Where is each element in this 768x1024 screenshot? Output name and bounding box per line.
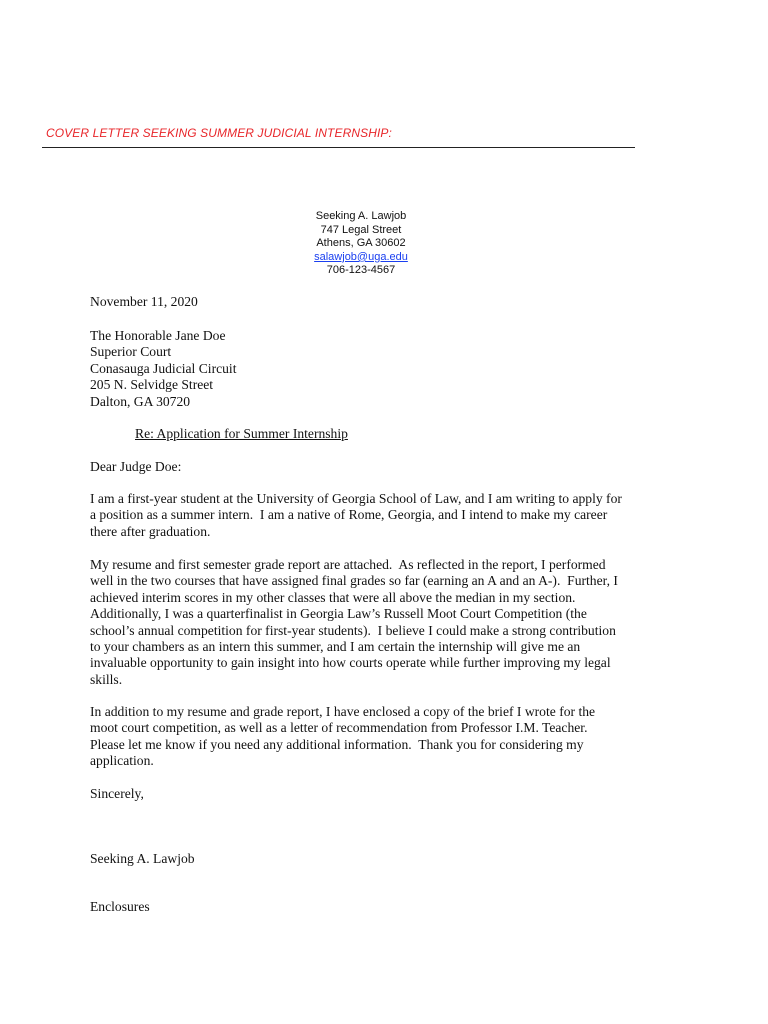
heading-divider bbox=[42, 147, 635, 148]
paragraph-line: skills. bbox=[90, 671, 123, 687]
sender-email-link[interactable]: salawjob@uga.edu bbox=[314, 250, 408, 263]
recipient-line: Superior Court bbox=[90, 344, 172, 360]
sender-name: Seeking A. Lawjob bbox=[315, 210, 407, 222]
paragraph-2 bbox=[90, 557, 650, 688]
paragraph-line: a position as a summer intern. I am a native of Rome, Georgia, and I intend to make my career bbox=[90, 507, 608, 523]
paragraph-line: I am a first-year student at the University of Georgia School of Law, and I am writing to apply for bbox=[90, 491, 622, 506]
paragraph-line: there after graduation. bbox=[90, 523, 211, 539]
recipient-line: Dalton, GA 30720 bbox=[90, 393, 191, 409]
paragraph-line: My resume and first semester grade report are attached. As reflected in the report, I performed bbox=[90, 557, 606, 572]
sender-street: 747 Legal Street bbox=[320, 223, 402, 236]
recipient-line: The Honorable Jane Doe bbox=[90, 328, 226, 343]
paragraph-line: invaluable opportunity to gain insight into how courts operate while further improving my legal bbox=[90, 655, 611, 671]
recipient-line: Conasauga Judicial Circuit bbox=[90, 360, 237, 376]
document-heading: COVER LETTER SEEKING SUMMER JUDICIAL INTERNSHIP: bbox=[46, 126, 392, 140]
closing: Sincerely, bbox=[90, 786, 144, 801]
paragraph-line: to your chambers as an intern this summer, and I am certain the internship will give me an bbox=[90, 639, 581, 655]
recipient-address bbox=[90, 328, 650, 410]
paragraph-line: Additionally, I was a quarterfinalist in Georgia Law’s Russell Moot Court Competition (the bbox=[90, 606, 587, 622]
paragraph-line: In addition to my resume and grade report, I have enclosed a copy of the brief I wrote for the bbox=[90, 704, 596, 719]
recipient-line: 205 N. Selvidge Street bbox=[90, 377, 214, 393]
sender-city: Athens, GA 30602 bbox=[316, 237, 406, 250]
sender-block bbox=[230, 210, 492, 278]
sender-phone: 706-123-4567 bbox=[326, 264, 396, 277]
letter-date: November 11, 2020 bbox=[90, 294, 198, 309]
paragraph-line: school’s annual competition for first-year students). I believe I could make a strong contribution bbox=[90, 622, 616, 638]
paragraph-line: well in the two courses that have assigned final grades so far (earning an A and an A-). Further, I bbox=[90, 573, 618, 589]
salutation: Dear Judge Doe: bbox=[90, 459, 182, 474]
paragraph-1 bbox=[90, 491, 650, 540]
paragraph-line: achieved interim scores in my other classes that were all above the median in my section. bbox=[90, 589, 576, 605]
re-line: Re: Application for Summer Internship bbox=[135, 426, 348, 441]
paragraph-line: application. bbox=[90, 753, 154, 769]
signer-name: Seeking A. Lawjob bbox=[90, 851, 195, 866]
paragraph-3 bbox=[90, 704, 650, 770]
paragraph-line: moot court competition, as well as a letter of recommendation from Professor I.M. Teacher. bbox=[90, 720, 588, 736]
enclosures-note: Enclosures bbox=[90, 899, 150, 914]
paragraph-line: Please let me know if you need any additional information. Thank you for considering my bbox=[90, 736, 584, 752]
